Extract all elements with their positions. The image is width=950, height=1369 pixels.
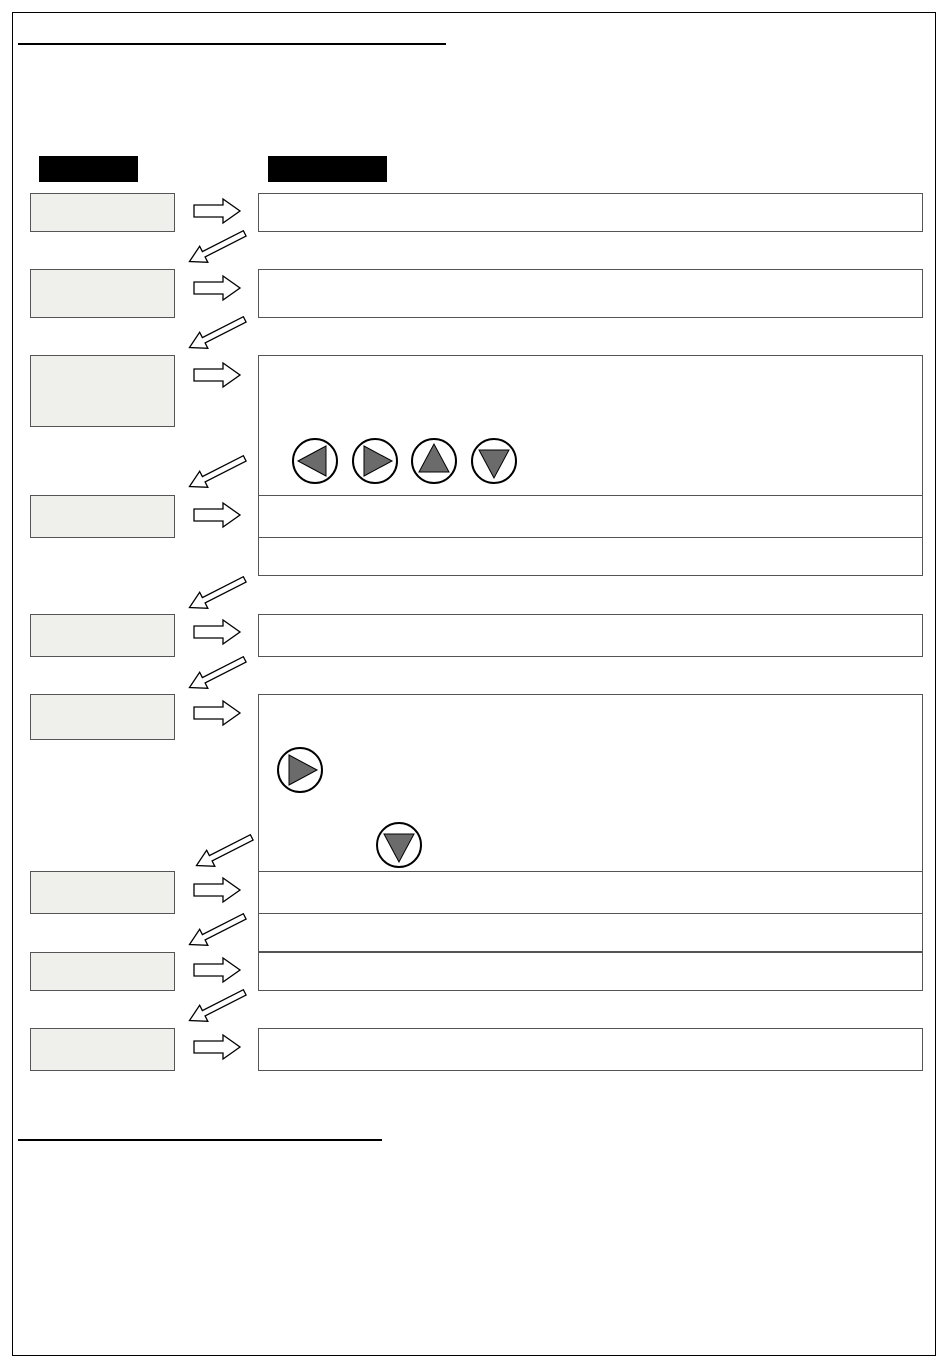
right-arrow-icon: [194, 620, 240, 644]
right-arrow-icon: [194, 701, 240, 725]
next-step-arrow-icon: [185, 450, 248, 494]
right-button-icon: [278, 748, 322, 792]
next-step-arrow-icon: [185, 225, 248, 269]
right-arrow-icon: [194, 276, 240, 300]
next-step-arrow-icon: [185, 908, 248, 952]
next-step-arrow-icon: [192, 829, 255, 873]
right-button-icon: [353, 439, 397, 483]
down-button-icon: [377, 823, 421, 867]
right-arrow-icon: [194, 199, 240, 223]
right-arrow-icon: [194, 958, 240, 982]
down-button-icon: [472, 439, 516, 483]
next-step-arrow-icon: [185, 651, 248, 695]
left-button-icon: [293, 439, 337, 483]
next-step-arrow-icon: [185, 571, 248, 615]
next-step-arrow-icon: [185, 984, 248, 1028]
right-arrow-icon: [194, 878, 240, 902]
next-step-arrow-icon: [185, 311, 248, 355]
right-arrow-icon: [194, 503, 240, 527]
right-arrow-icon: [194, 1035, 240, 1059]
right-arrow-icon: [194, 363, 240, 387]
up-button-icon: [412, 439, 456, 483]
